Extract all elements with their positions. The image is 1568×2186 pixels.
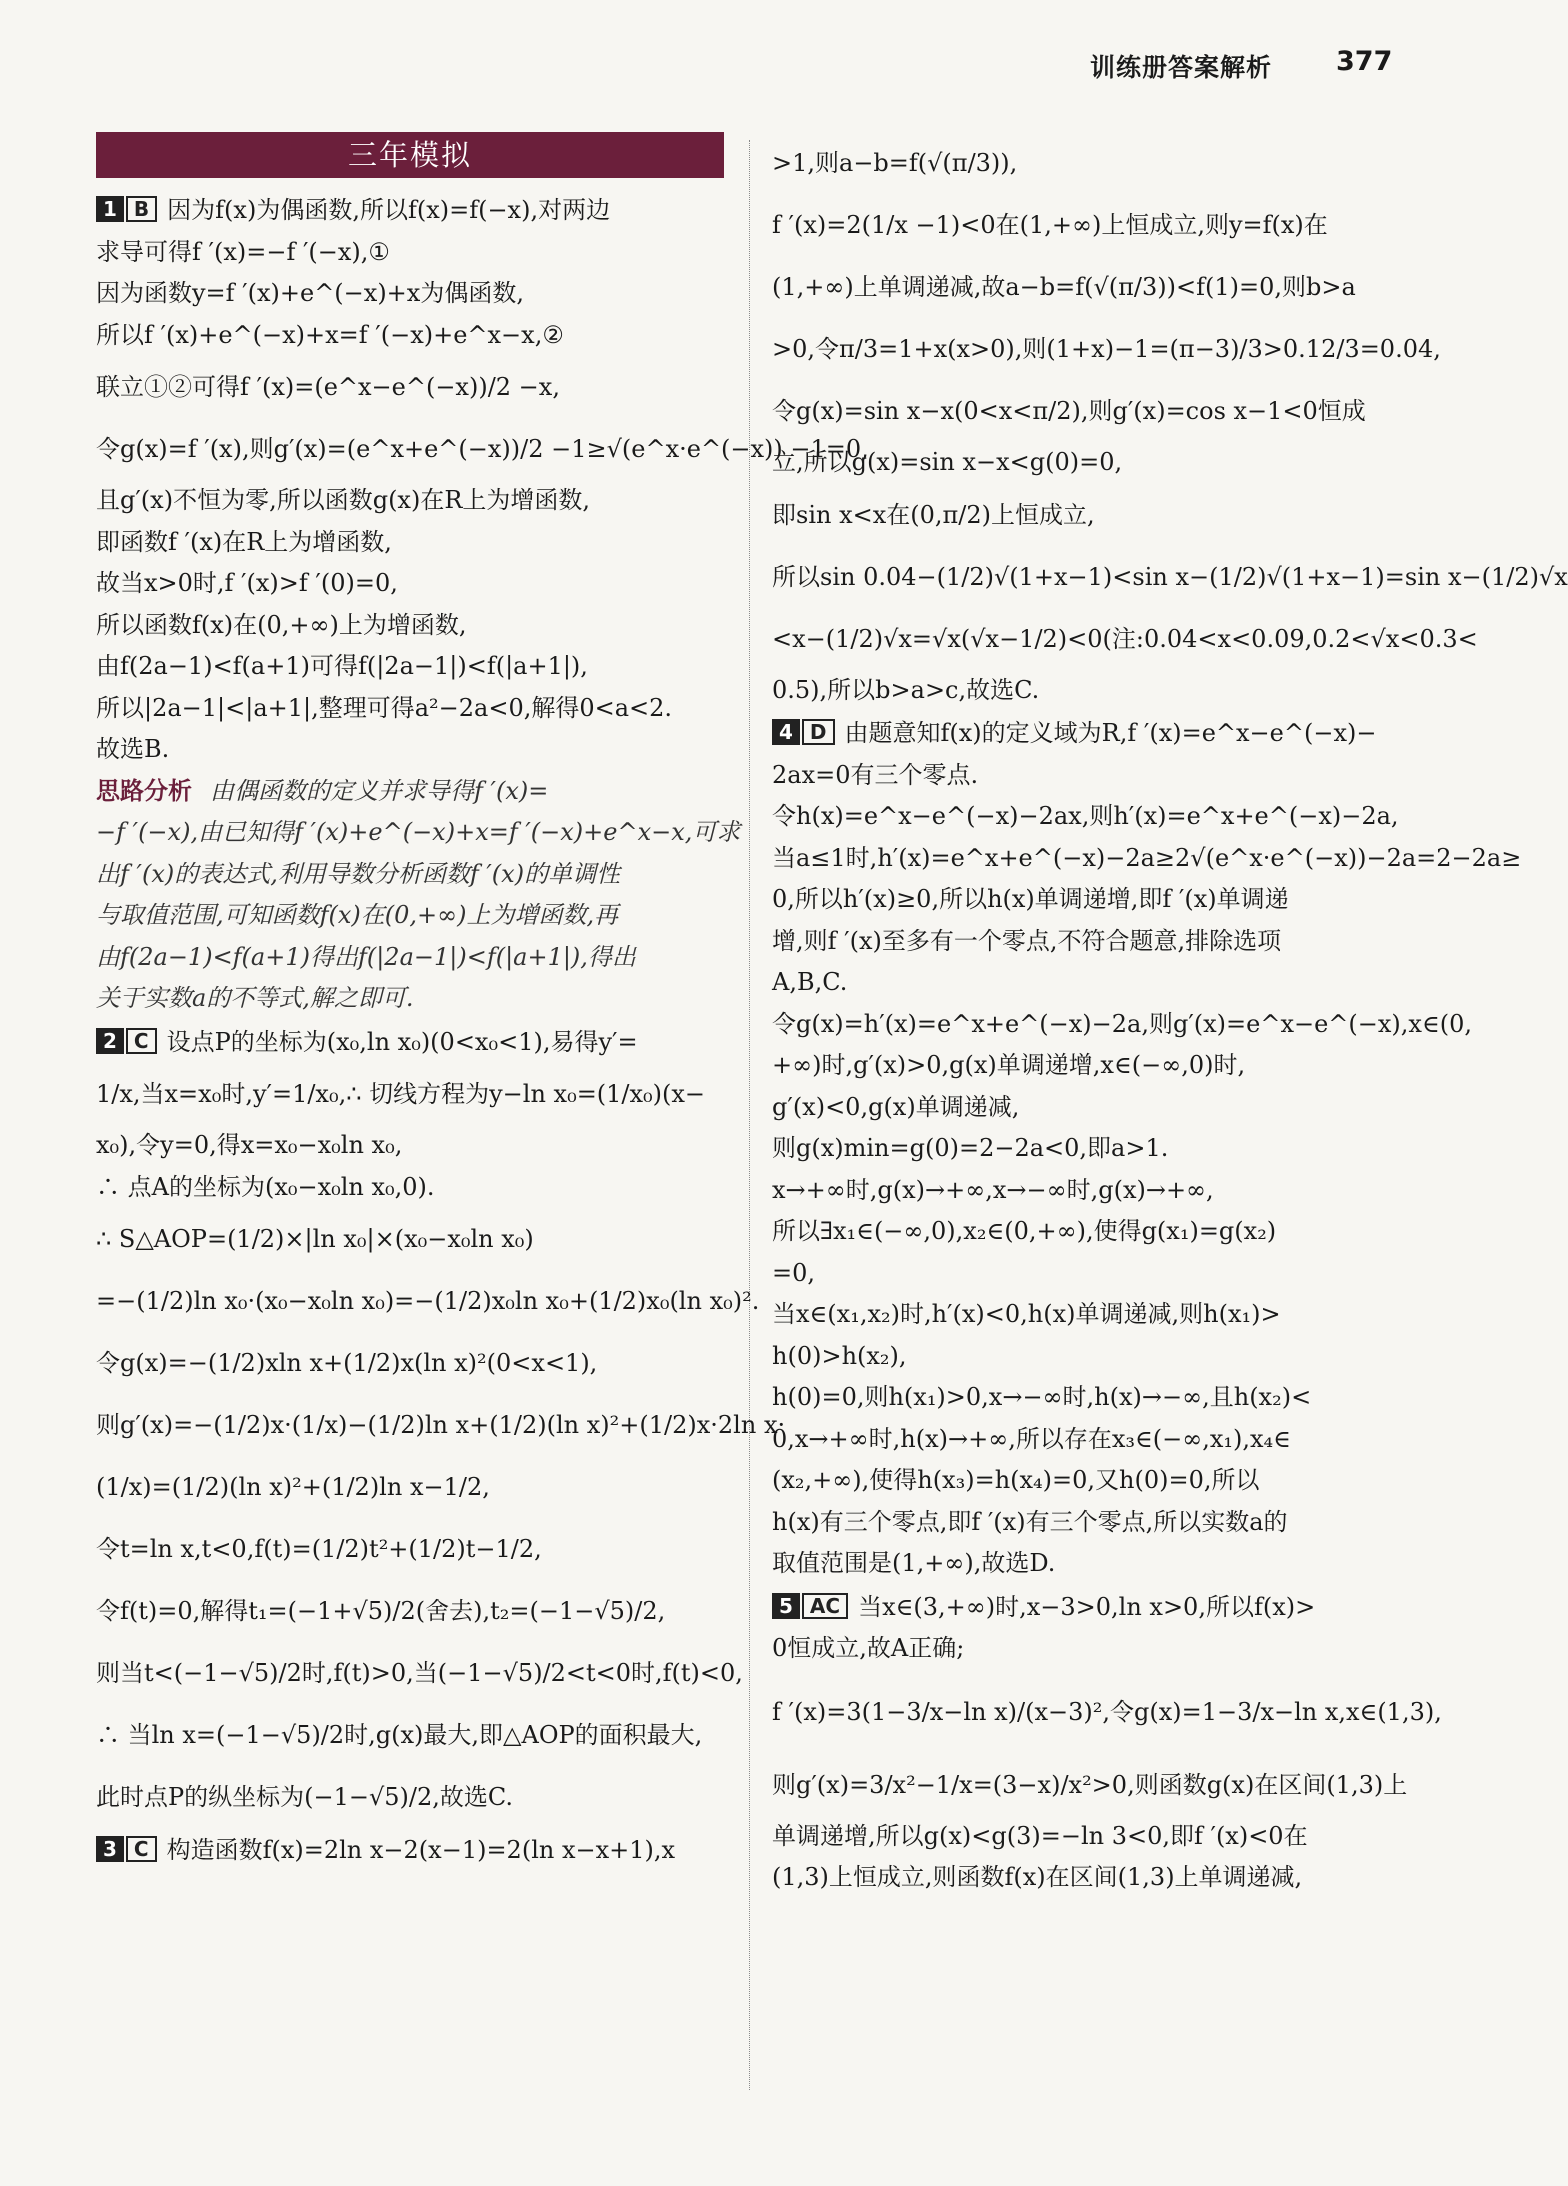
solution-line: h(0)=0,则h(x₁)>0,x→−∞时,h(x)→−∞,且h(x₂)< <box>772 1383 1312 1411</box>
solution-line: 1/x,当x=x₀时,y′=1/x₀,∴ 切线方程为y−ln x₀=(1/x₀)(x− <box>96 1080 706 1108</box>
header-title: 训练册答案解析 <box>1090 53 1273 82</box>
solution-line: 且g′(x)不恒为零,所以函数g(x)在R上为增函数, <box>96 486 591 514</box>
solution-line: (1/x)=(1/2)(ln x)²+(1/2)ln x−1/2, <box>96 1473 490 1501</box>
right-column <box>772 132 1568 1899</box>
solution-line: 0,所以h′(x)≥0,所以h(x)单调递增,即f ′(x)单调递 <box>772 885 1289 913</box>
solution-line: 所以f ′(x)+e^(−x)+x=f ′(−x)+e^x−x,② <box>96 320 564 349</box>
question-answer: AC <box>802 1593 848 1619</box>
solution-line: 令g(x)=f ′(x),则g′(x)=(e^x+e^(−x))/2 −1≥√(e^x·e^(−x)) −1=0, <box>96 435 869 463</box>
question-number: 5 <box>772 1593 800 1619</box>
question-badge <box>772 711 835 753</box>
solution-line: ∴ S△AOP=(1/2)×|ln x₀|×(x₀−x₀ln x₀) <box>96 1225 534 1253</box>
solution-text: 由题意知f(x)的定义域为R,f ′(x)=e^x−e^(−x)− <box>844 719 1377 747</box>
solution-line: 所以|2a−1|<|a+1|,整理可得a²−2a<0,解得0<a<2. <box>96 693 673 722</box>
page-number: 377 <box>1336 46 1393 77</box>
solution-line: A,B,C. <box>772 968 848 996</box>
solution-line: 因为函数y=f ′(x)+e^(−x)+x为偶函数, <box>96 279 524 307</box>
question-badge <box>96 1828 157 1870</box>
hint-line: 出f ′(x)的表达式,利用导数分析函数f ′(x)的单调性 <box>96 859 621 888</box>
solution-line: 求导可得f ′(x)=−f ′(−x),① <box>96 237 390 266</box>
solution-line: 令f(t)=0,解得t₁=(−1+√5)/2(舍去),t₂=(−1−√5)/2, <box>96 1597 666 1625</box>
column-divider <box>749 140 750 2090</box>
question-badge <box>772 1585 848 1627</box>
solution-line: 即函数f ′(x)在R上为增函数, <box>96 527 392 556</box>
solution-line: 当a≤1时,h′(x)=e^x+e^(−x)−2a≥2√(e^x·e^(−x))−2a=2−2a≥ <box>772 843 1522 872</box>
solution-line: 令g(x)=−(1/2)xln x+(1/2)x(ln x)²(0<x<1), <box>96 1349 598 1377</box>
question-answer: C <box>126 1836 157 1862</box>
solution-line: f ′(x)=2(1/x −1)<0在(1,+∞)上恒成立,则y=f(x)在 <box>772 211 1328 239</box>
question-badge <box>96 188 157 230</box>
solution-line: 则g′(x)=−(1/2)x·(1/x)−(1/2)ln x+(1/2)(ln x)²+(1/2)x·2ln x· <box>96 1411 786 1439</box>
solution-text: 因为f(x)为偶函数,所以f(x)=f(−x),对两边 <box>167 196 611 224</box>
question-number: 4 <box>772 719 800 745</box>
solution-line: >0,令π/3=1+x(x>0),则(1+x)−1=(π−3)/3>0.12/3=0.04, <box>772 335 1441 363</box>
solution-line: 所以函数f(x)在(0,+∞)上为增函数, <box>96 610 467 639</box>
solution-line: g′(x)<0,g(x)单调递减, <box>772 1092 1020 1121</box>
solution-line <box>96 1020 724 1064</box>
solution-line: 令g(x)=h′(x)=e^x+e^(−x)−2a,则g′(x)=e^x−e^(−x),x∈(0, <box>772 1009 1472 1038</box>
solution-line: <x−(1/2)√x=√x(√x−1/2)<0(注:0.04<x<0.09,0.2<√x<0.3< <box>772 624 1478 653</box>
solution-line: +∞)时,g′(x)>0,g(x)单调递增,x∈(−∞,0)时, <box>772 1051 1246 1079</box>
solution-line: 令g(x)=sin x−x(0<x<π/2),则g′(x)=cos x−1<0恒成 <box>772 397 1366 425</box>
solution-line: 立,所以g(x)=sin x−x<g(0)=0, <box>772 448 1123 476</box>
solution-line: 则当t<(−1−√5)/2时,f(t)>0,当(−1−√5)/2<t<0时,f(t)<0, <box>96 1659 743 1687</box>
hint-line: 与取值范围,可知函数f(x)在(0,+∞)上为增函数,再 <box>96 901 619 929</box>
hint-label: 思路分析 <box>96 776 192 805</box>
solution-line: h(0)>h(x₂), <box>772 1341 907 1370</box>
solution-line: ∴ 点A的坐标为(x₀−x₀ln x₀,0). <box>96 1172 435 1201</box>
solution-line: 取值范围是(1,+∞),故选D. <box>772 1549 1056 1577</box>
section-banner: 三年模拟 <box>96 132 724 178</box>
solution-line: 即sin x<x在(0,π/2)上恒成立, <box>772 500 1095 529</box>
solution-line: 则g′(x)=3/x²−1/x=(3−x)/x²>0,则函数g(x)在区间(1,3)上 <box>772 1770 1408 1799</box>
solution-line: 令t=ln x,t<0,f(t)=(1/2)t²+(1/2)t−1/2, <box>96 1535 542 1563</box>
solution-line: 当x∈(x₁,x₂)时,h′(x)<0,h(x)单调递减,则h(x₁)> <box>772 1300 1281 1328</box>
solution-line: ∴ 当ln x=(−1−√5)/2时,g(x)最大,即△AOP的面积最大, <box>96 1721 703 1749</box>
hint-text: 由偶函数的定义并求导得f ′(x)= <box>210 776 549 805</box>
solution-line: f ′(x)=3(1−3/x−ln x)/(x−3)²,令g(x)=1−3/x−ln x,x∈(1,3), <box>772 1697 1442 1726</box>
hint-line: 由f(2a−1)<f(a+1)得出f(|2a−1|)<f(|a+1|),得出 <box>96 942 636 971</box>
solution-line: 0恒成立,故A正确; <box>772 1634 965 1662</box>
hint-line: −f ′(−x),由已知得f ′(x)+e^(−x)+x=f ′(−x)+e^x−x,可求 <box>96 818 741 846</box>
solution-line: x₀),令y=0,得x=x₀−x₀ln x₀, <box>96 1131 403 1159</box>
question-answer: D <box>802 719 835 745</box>
solution-text: 构造函数f(x)=2ln x−2(x−1)=2(ln x−x+1),x <box>166 1836 676 1864</box>
solution-line: (1,+∞)上单调递减,故a−b=f(√(π/3))<f(1)=0,则b>a <box>772 273 1356 301</box>
hint-line: 关于实数a的不等式,解之即可. <box>96 984 414 1012</box>
solution-line: >1,则a−b=f(√(π/3)), <box>772 149 1018 177</box>
question-badge <box>96 1020 157 1062</box>
solution-line: 故当x>0时,f ′(x)>f ′(0)=0, <box>96 569 398 597</box>
solution-line: 联立①②可得f ′(x)=(e^x−e^(−x))/2 −x, <box>96 373 560 401</box>
solution-line: 令h(x)=e^x−e^(−x)−2ax,则h′(x)=e^x+e^(−x)−2a, <box>772 802 1399 830</box>
question-number: 2 <box>96 1028 124 1054</box>
solution-line <box>96 188 724 232</box>
solution-line: 0,x→+∞时,h(x)→+∞,所以存在x₃∈(−∞,x₁),x₄∈ <box>772 1424 1291 1453</box>
question-answer: B <box>126 196 157 222</box>
question-number: 1 <box>96 196 124 222</box>
solution-line <box>96 1828 724 1872</box>
solution-line: (1,3)上恒成立,则函数f(x)在区间(1,3)上单调递减, <box>772 1863 1303 1891</box>
hint-line <box>96 771 724 813</box>
solution-line: 故选B. <box>96 735 170 763</box>
solution-line: 由f(2a−1)<f(a+1)可得f(|2a−1|)<f(|a+1|), <box>96 652 588 680</box>
solution-line: 所以sin 0.04−(1/2)√(1+x−1)<sin x−(1/2)√(1+x−1)=sin x−(1/2)√x <box>772 562 1568 591</box>
question-answer: C <box>126 1028 157 1054</box>
solution-line: x→+∞时,g(x)→+∞,x→−∞时,g(x)→+∞, <box>772 1175 1214 1204</box>
solution-line: 所以∃x₁∈(−∞,0),x₂∈(0,+∞),使得g(x₁)=g(x₂) <box>772 1217 1277 1245</box>
question-number: 3 <box>96 1836 124 1862</box>
solution-line: 单调递增,所以g(x)<g(3)=−ln 3<0,即f ′(x)<0在 <box>772 1821 1308 1850</box>
solution-line <box>772 1585 1404 1629</box>
solution-line: 2ax=0有三个零点. <box>772 760 979 789</box>
solution-line: (x₂,+∞),使得h(x₃)=h(x₄)=0,又h(0)=0,所以 <box>772 1466 1260 1494</box>
solution-line: 0.5),所以b>a>c,故选C. <box>772 675 1040 704</box>
solution-line: 则g(x)min=g(0)=2−2a<0,即a>1. <box>772 1134 1169 1162</box>
solution-line <box>772 711 1404 755</box>
solution-text: 当x∈(3,+∞)时,x−3>0,ln x>0,所以f(x)> <box>858 1592 1316 1621</box>
solution-text: 设点P的坐标为(x₀,ln x₀)(0<x₀<1),易得y′= <box>166 1027 638 1056</box>
solution-line: h(x)有三个零点,即f ′(x)有三个零点,所以实数a的 <box>772 1507 1288 1536</box>
solution-line: =−(1/2)ln x₀·(x₀−x₀ln x₀)=−(1/2)x₀ln x₀+(1/2)x₀(ln x₀)². <box>96 1287 760 1315</box>
solution-line: =0, <box>772 1258 816 1287</box>
solution-line: 增,则f ′(x)至多有一个零点,不符合题意,排除选项 <box>772 926 1282 955</box>
solution-line: 此时点P的纵坐标为(−1−√5)/2,故选C. <box>96 1783 514 1811</box>
